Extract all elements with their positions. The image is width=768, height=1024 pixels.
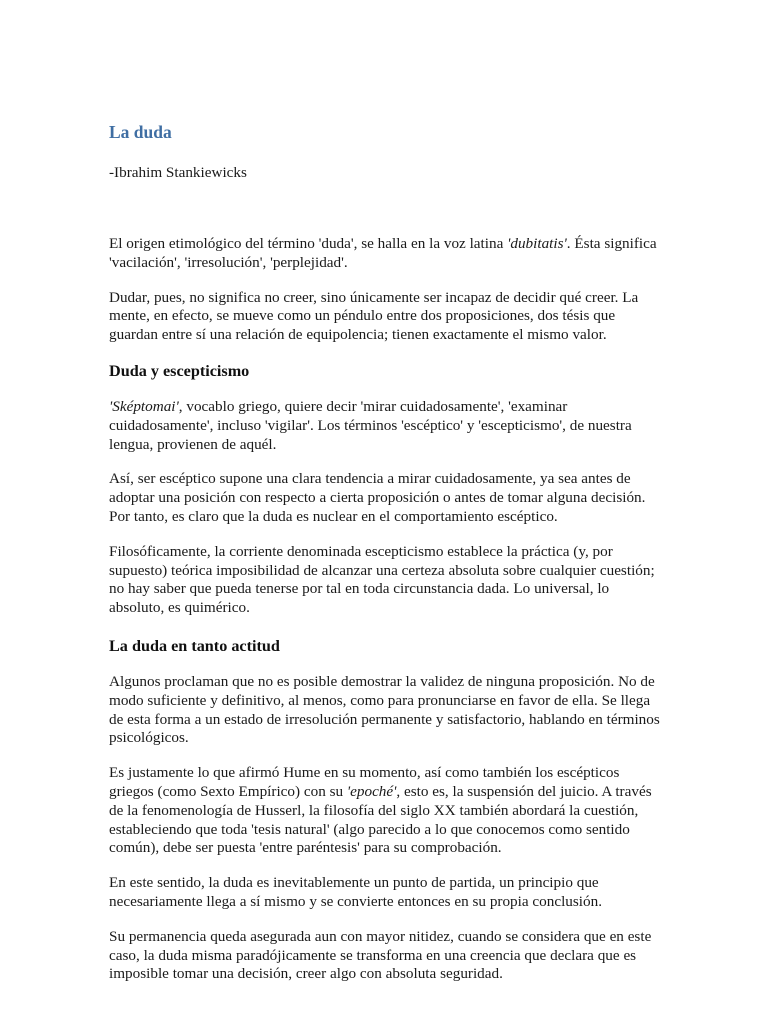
paragraph-permanencia: Su permanencia queda asegurada aun con mayor nitidez, cuando se considera que en este caso, la duda misma paradójicamente se transforma en una creencia que declara que es imposible tomar una decisión, creer algo con absoluta seguridad.	[109, 927, 652, 983]
paragraph-sentido: En este sentido, la duda es inevitablemente un punto de partida, un principio que necesariamente llega a sí mismo y se convierte entonces en su propia conclusión.	[109, 874, 603, 910]
paragraph-skeptomai: 'Sképtomai', vocablo griego, quiere decir 'mirar cuidadosamente', 'examinar cuidadosamente', incluso 'vigilar'. Los términos 'escéptico' y 'escepticismo', de nuestra lengua, provienen de aquél.	[109, 397, 632, 453]
paragraph-filosoficamente: Filosóficamente, la corriente denominada escepticismo establece la práctica (y, por supuesto) teórica imposibilidad de alcanzar una certeza absoluta sobre cualquier cuestión; no hay saber que pueda tenerse por tal en toda circunstancia dada. Lo universal, lo absoluto, es quimérico.	[109, 542, 655, 617]
paragraph-proclaman: Algunos proclaman que no es posible demostrar la validez de ninguna proposición. No de modo suficiente y definitivo, al menos, como para pronunciarse en favor de ella. Se llega de esta forma a un estado de irresolución permanente y satisfactorio, hablando en términos psicológicos.	[109, 672, 660, 747]
document-author: -Ibrahim Stankiewicks	[109, 164, 247, 181]
document-body	[109, 235, 664, 1000]
paragraph-definition: Dudar, pues, no significa no creer, sino únicamente ser incapaz de decidir qué creer. La mente, en efecto, se mueve como un péndulo entre dos proposiciones, dos tésis que guardan entre sí una relación de equipolencia; tienen exactamente el mismo valor.	[109, 288, 639, 344]
section-heading-actitud: La duda en tanto actitud	[109, 636, 280, 655]
paragraph-hume: Es justamente lo que afirmó Hume en su momento, así como también los escépticos griegos (como Sexto Empírico) con su 'epoché', esto es, la suspensión del juicio. A través de la fenomenología de Husserl, la filosofía del siglo XX también abordará la cuestión, estableciendo que toda 'tesis natural' (algo parecido a lo que conocemos como sentido común), debe ser puesta 'entre paréntesis' para su comprobación.	[109, 764, 652, 857]
document-title: La duda	[109, 122, 172, 142]
section-heading-escepticismo: Duda y escepticismo	[109, 361, 250, 380]
paragraph-esceptico: Así, ser escéptico supone una clara tendencia a mirar cuidadosamente, ya sea antes de adoptar una posición con respecto a cierta proposición o antes de tomar alguna decisión. Por tanto, es claro que la duda es nuclear en el comportamiento escéptico.	[109, 470, 646, 525]
paragraph-etymology: El origen etimológico del término 'duda', se halla en la voz latina 'dubitatis'. Ésta significa 'vacilación', 'irresolución', 'perplejidad'.	[109, 235, 657, 271]
